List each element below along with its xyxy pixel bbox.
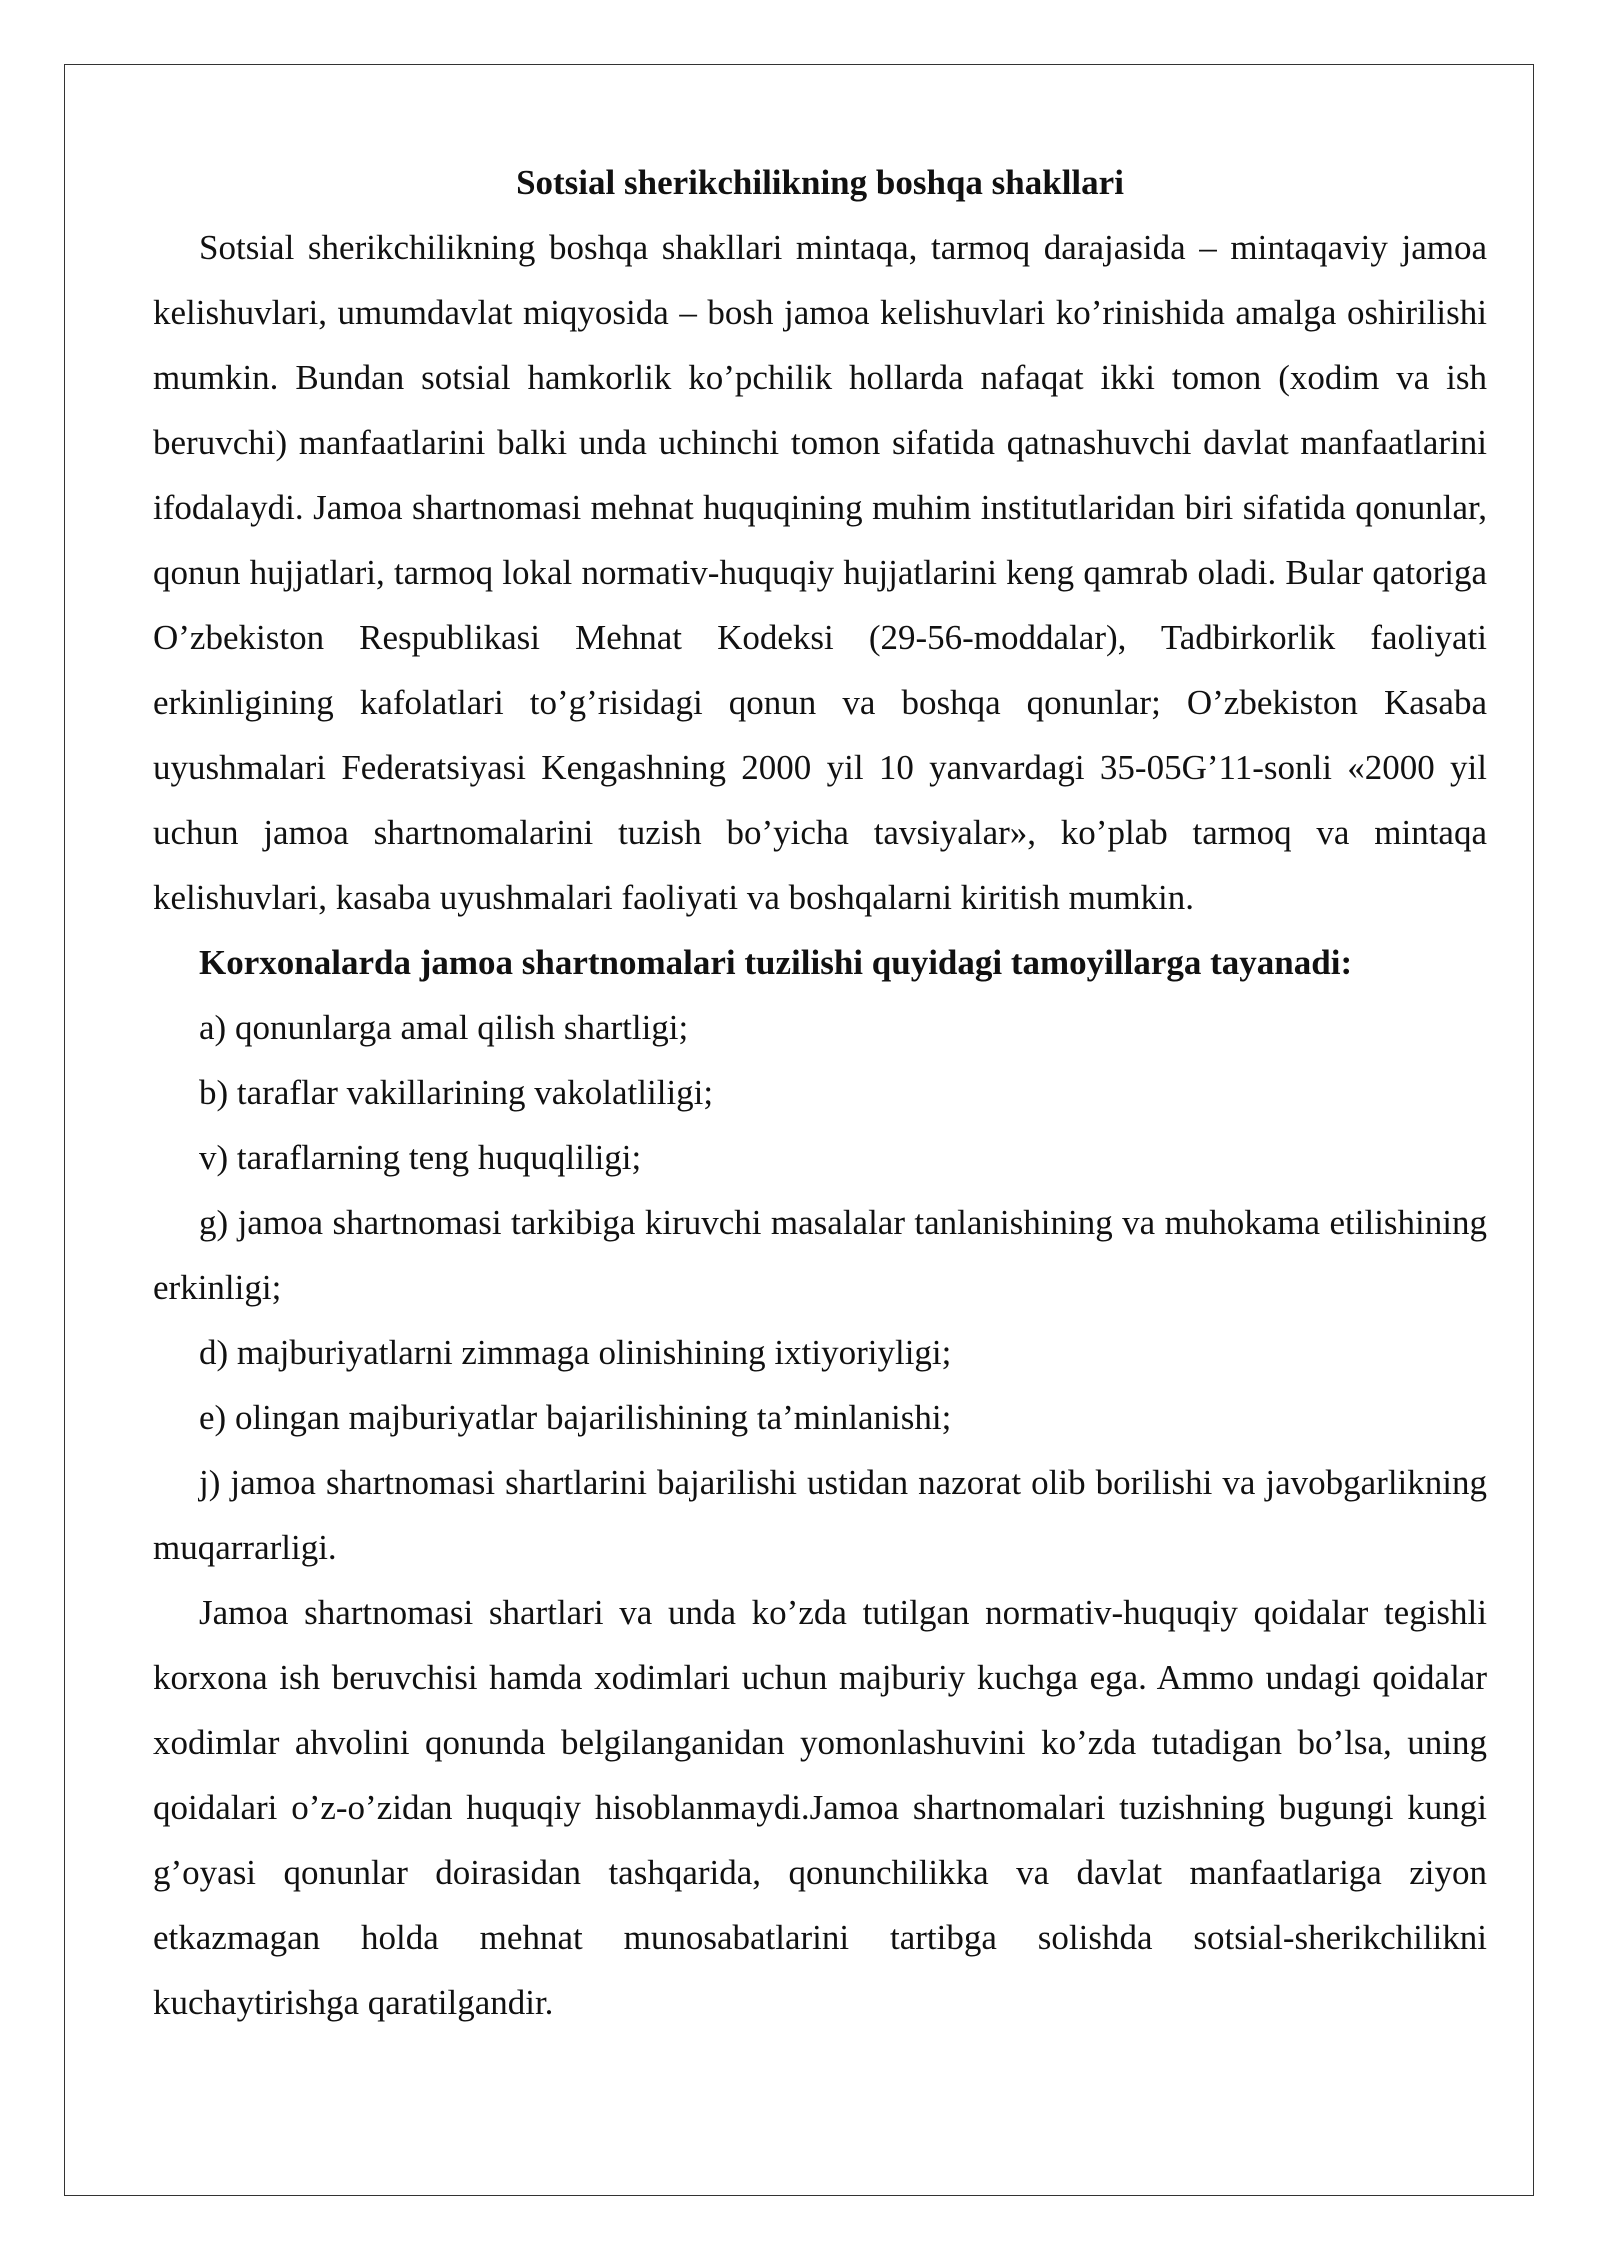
- principle-item-d: d) majburiyatlarni zimmaga olinishining ixtiyoriyligi;: [199, 1333, 952, 1372]
- principles-heading: Korxonalarda jamoa shartnomalari tuzilishi quyidagi tamoyillarga tayanadi:: [199, 943, 1353, 982]
- principle-item-e: e) olingan majburiyatlar bajarilishining ta’minlanishi;: [199, 1398, 952, 1437]
- document-title: Sotsial sherikchilikning boshqa shakllari: [516, 163, 1124, 202]
- principle-item-g: g) jamoa shartnomasi tarkibiga kiruvchi masalalar tanlanishining va muhokama etilishining erkinligi;: [153, 1203, 1487, 1307]
- intro-paragraph: Sotsial sherikchilikning boshqa shakllari mintaqa, tarmoq darajasida – mintaqaviy jamoa kelishuvlari, umumdavlat miqyosida – bosh jamoa kelishuvlari ko’rinishida amalga oshirilishi mumkin. Bundan sotsial hamkorlik ko’pchilik hollarda nafaqat ikki tomon (xodim va ish beruvchi) manfaatlarini balki unda uchinchi tomon sifatida qatnashuvchi davlat manfaatlarini ifodalaydi. Jamoa shartnomasi mehnat huquqining muhim institutlaridan biri sifatida qonunlar, qonun hujjatlari, tarmoq lokal normativ-huquqiy hujjatlarini keng qamrab oladi. Bular qatoriga O’zbekiston Respublikasi Mehnat Kodeksi (29-56-moddalar), Tadbirkorlik faoliyati erkinligining kafolatlari to’g’risidagi qonun va boshqa qonunlar; O’zbekiston Kasaba uyushmalari Federatsiyasi Kengashning 2000 yil 10 yanvardagi 35-05G’11-sonli «2000 yil uchun jamoa shartnomalarini tuzish bo’yicha tavsiyalar», ko’plab tarmoq va mintaqa kelishuvlari, kasaba uyushmalari faoliyati va boshqalarni kiritish mumkin.: [153, 228, 1487, 917]
- principle-item-j: j) jamoa shartnomasi shartlarini bajarilishi ustidan nazorat olib borilishi va javobgarlikning muqarrarligi.: [153, 1463, 1487, 1567]
- principle-item-v: v) taraflarning teng huquqliligi;: [199, 1138, 642, 1177]
- principle-item-a: a) qonunlarga amal qilish shartligi;: [199, 1008, 689, 1047]
- principle-item-b: b) taraflar vakillarining vakolatliligi;: [199, 1073, 714, 1112]
- closing-paragraph: Jamoa shartnomasi shartlari va unda ko’zda tutilgan normativ-huquqiy qoidalar tegishli korxona ish beruvchisi hamda xodimlari uchun majburiy kuchga ega. Ammo undagi qoidalar xodimlar ahvolini qonunda belgilanganidan yomonlashuvini ko’zda tutadigan bo’lsa, uning qoidalari o’z-o’zidan huquqiy hisoblanmaydi.Jamoa shartnomalari tuzishning bugungi kungi g’oyasi qonunlar doirasidan tashqarida, qonunchilikka va davlat manfaatlariga ziyon etkazmagan holda mehnat munosabatlarini tartibga solishda sotsial-sherikchilikni kuchaytirishga qaratilgandir.: [153, 1593, 1487, 2022]
- document-body: [153, 150, 1487, 2035]
